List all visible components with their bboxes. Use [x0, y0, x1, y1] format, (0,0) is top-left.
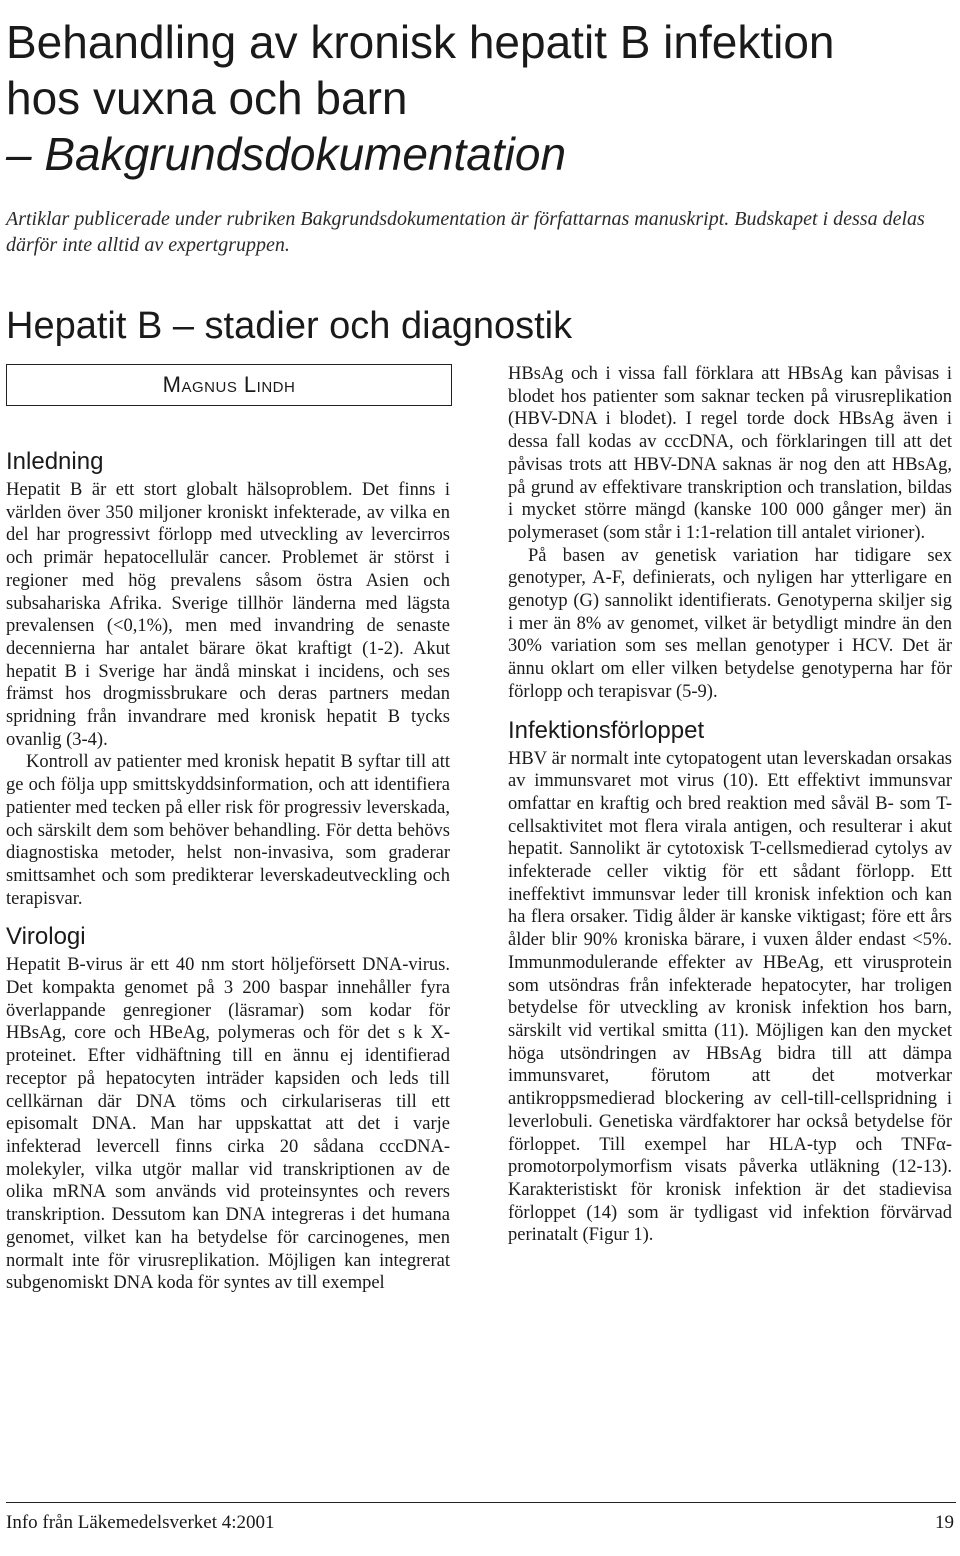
paragraph-virologi: Hepatit B-virus är ett 40 nm stort höljeförsett DNA-virus. Det kompakta genomet på 3 200 baspar innehåller fyra överlappande genregioner (läsramar) som kodar för HBsAg, core och HBeAg, polymeras och för det s k X-proteinet. Efter vidhäftning till en ännu ej identifierad receptor på hepatocyten inträder kapsiden och leds till cellkärnan där DNA töms och cirkulariseras till ett episomalt DNA. Man har uppskattat att det i varje infekterad levercell finns cirka 20 sådana cccDNA-molekyler, vilka utgör mallar vid transkriptionen av de olika mRNA som används vid proteinsyntes och revers transkription. Dessutom kan DNA integreras i det humana genomet, vilket kan ha betydelse för carcinogenes, men normalt inte för virusreplikation. Möjligen kan integrerat subgenomiskt DNA koda för syntes av till exempel — [6, 955, 450, 1294]
heading-virologi: Virologi — [6, 923, 86, 951]
author-name: Magnus Lindh — [162, 372, 296, 397]
document-title — [6, 14, 956, 182]
document-subtitle: – Bakgrundsdokumentation — [6, 128, 567, 180]
paragraph-right-2: På basen av genetisk variation har tidigare sex genotyper, A-F, definierats, och nyligen har ytterligare en genotyp (G) sannolikt identifierats. Genotyperna skiljer sig i mer än 8% av genomet, vilket är betydligt mindre än den 30% variation som ses mellan genotyper i HCV. Det är ännu oklart om eller vilken betydelse genotyperna har för förlopp och terapisvar (5-9). — [508, 545, 952, 702]
title-line-2: hos vuxna och barn — [6, 72, 408, 124]
footer-divider — [6, 1502, 956, 1503]
footer-publication: Info från Läkemedelsverket 4:2001 — [6, 1512, 275, 1533]
paragraph-infektion: HBV är normalt inte cytopatogent utan leverskadan orsakas av immunsvaret mot virus (10). Ett effektivt immunsvar omfattar en kraftig och bred reaktion med såväl B- som T-cellsaktivitet mot flera virala antigen, och resulterar i akut hepatit. Sannolikt är cytotoxisk T-cellsmedierad cytolys av infekterade celler viktig för ett sådant förlopp. Ett ineffektivt immunsvar leder till kronisk infektion och kan ha flera orsaker. Tidig ålder är kanske viktigast; före ett års ålder blir 90% kroniska bärare, i vuxen ålder endast <5%. Immunmodulerande effekter av HBeAg, ett virusprotein som utsöndras från infekterade hepatocyter, har troligen betydelse för utveckling av kronisk infektion hos barn, särskilt vid vertikal smitta (11). Möjligen kan den mycket höga utsöndringen av HBsAg bidra till att dämpa immunsvaret, förutom att det motverkar antikroppsmedierad blockering av cell-till-cellspridning i leverlobuli. Genetiska värdfaktorer har också betydelse för förloppet. Till exempel har HLA-typ och TNFα-promotorpolymorfism visats påverka utläkning (12-13). Karakteristiskt för kronisk infektion är det stadievisa förloppet (14) som är tydligast vid infektion förvärvad perinatalt (Figur 1). — [508, 748, 952, 1246]
paragraph-inledning-2: Kontroll av patienter med kronisk hepatit B syftar till att ge och följa upp smittskyddsinformation, och att identifiera patienter med tecken på eller risk för progressiv leverskada, och särskilt dem som behöver behandling. För detta behövs diagnostiska metoder, helst non-invasiva, som graderar smittsamhet och som predikterar leverskadeutveckling och terapisvar. — [6, 752, 450, 909]
article-title: Hepatit B – stadier och diagnostik — [6, 305, 573, 347]
intro-note: Artiklar publicerade under rubriken Bakgrundsdokumentation är författarnas manuskript. Budskapet i dessa delas därför inte alltid av expertgruppen. — [6, 208, 925, 256]
heading-infektionsforloppet: Infektionsförloppet — [508, 716, 705, 744]
left-column — [6, 447, 450, 1295]
author-box — [6, 364, 452, 406]
paragraph-right-1: HBsAg och i vissa fall förklara att HBsAg kan påvisas i blodet hos patienter som saknar tecken på virusreplikation (HBV-DNA i blodet). I regel torde dock HBsAg även i dessa fall kodas av cccDNA, och förklaringen till att det påvisas trots att HBV-DNA saknas är nog den att HBsAg, på grund av effektivare transkription och translation, bildas i mycket större mängd (kanske 100 000 gånger mer) än polymeraset (som står i 1:1-relation till antalet virioner). — [508, 364, 952, 543]
footer-page-number: 19 — [935, 1512, 954, 1533]
heading-inledning: Inledning — [6, 448, 104, 475]
right-column — [508, 363, 952, 1247]
paragraph-inledning-1: Hepatit B är ett stort globalt hälsoproblem. Det finns i världen över 350 miljoner kroniskt infekterade, av vilka en del har progressivt förlopp med utveckling av levercirros och primär hepatocellulär cancer. Problemet är störst i regioner med hög prevalens såsom östra Asien och subsahariska Afrika. Sverige tillhör länderna med lägsta prevalensen (<0,1%), men med invandring de senaste decennierna har antalet bärare ökat kraftigt (1-2). Akut hepatit B i Sverige har ändå minskat i incidens, och ses främst hos drogmissbrukare och deras partners medan spridning från invandrare med kronisk hepatit B tycks ovanlig (3-4). — [6, 480, 450, 750]
title-line-1: Behandling av kronisk hepatit B infektion — [6, 16, 835, 68]
